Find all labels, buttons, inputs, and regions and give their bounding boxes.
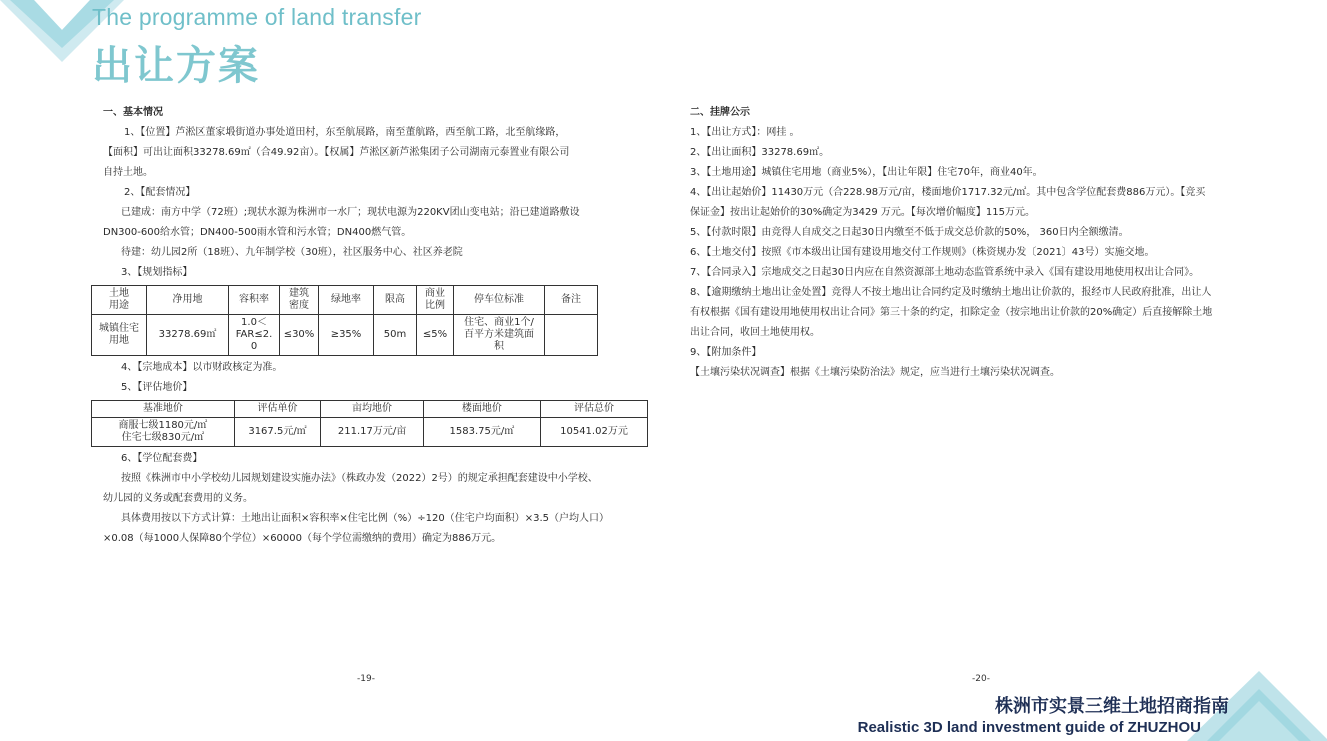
table-cell xyxy=(545,315,598,356)
cell-text: 基准地价 xyxy=(142,403,183,414)
paragraph-line: 出让合同，收回土地使用权。 xyxy=(690,327,820,338)
section-heading: 一、基本情况 xyxy=(103,107,163,118)
paragraph-line: 4、【出让起始价】11430万元（合228.98万元/亩，楼面地价1717.32元/㎡。其中包含学位配套费886万元）。【竞买 xyxy=(690,187,1206,198)
paragraph-line: 保证金】按出让起始价的30%确定为3429 万元。【每次增价幅度】115万元。 xyxy=(690,207,1035,218)
paragraph-line: 待建：幼儿园2所（18班）、九年制学校（30班），社区服务中心、社区养老院 xyxy=(121,247,463,258)
table-cell xyxy=(454,315,545,356)
table-header-cell xyxy=(374,286,417,315)
cell-text: 评估单价 xyxy=(257,403,298,414)
page-number-left: -19- xyxy=(357,674,375,684)
paragraph-line: 幼儿园的义务或配套费用的义务。 xyxy=(103,493,253,504)
cell-text: 3167.5元/㎡ xyxy=(248,426,307,437)
cell-text: 商业 比例 xyxy=(425,288,445,311)
table-header-cell xyxy=(92,401,235,418)
table-header-cell xyxy=(234,401,320,418)
paragraph-line: 具体费用按以下方式计算：土地出让面积×容积率×住宅比例（%）÷120（住宅户均面积）×3.5（户均人口） xyxy=(121,513,610,524)
planning-indicators-table xyxy=(91,285,598,356)
paragraph-line: 5、【付款时限】由竞得人自成交之日起30日内缴至不低于成交总价款的50%， 360日内全额缴清。 xyxy=(690,227,1129,238)
table-header-cell xyxy=(319,286,374,315)
table-header-cell xyxy=(147,286,229,315)
footer-title-english: Realistic 3D land investment guide of ZHUZHOU xyxy=(857,719,1201,736)
section-heading: 二、挂牌公示 xyxy=(690,107,750,118)
cell-text: 停车位标准 xyxy=(474,294,524,305)
table-cell xyxy=(280,315,319,356)
table-header-row xyxy=(92,286,598,315)
cell-text: ≤30% xyxy=(283,329,315,340)
cell-text: 绿地率 xyxy=(331,294,361,305)
table-header-cell xyxy=(321,401,424,418)
paragraph-line: DN300-600给水管；DN400-500雨水管和污水管；DN400燃气管。 xyxy=(103,227,412,238)
table-cell xyxy=(319,315,374,356)
paragraph-line: 按照《株洲市中小学校幼儿园规划建设实施办法》（株政办发（2022）2号）的规定承担配套建设中小学校、 xyxy=(121,473,598,484)
cell-text: 土地 用途 xyxy=(109,288,129,311)
cell-text: 限高 xyxy=(385,294,405,305)
paragraph-line: 已建成：南方中学（72班）;现状水源为株洲市一水厂；现状电源为220KV团山变电站；沿已建道路敷设 xyxy=(121,207,580,218)
table-cell xyxy=(147,315,229,356)
table-cell xyxy=(540,418,647,447)
paragraph-line: 【面积】可出让面积33278.69㎡（合49.92亩）。【权属】芦淞区新芦淞集团子公司湖南元泰置业有限公司 xyxy=(103,147,570,158)
paragraph-line: 1、【出让方式】：网挂 。 xyxy=(690,127,800,138)
table-cell xyxy=(229,315,280,356)
paragraph-line: 2、【配套情况】 xyxy=(124,187,196,198)
table-cell xyxy=(92,418,235,447)
paragraph-line: 9、【附加条件】 xyxy=(690,347,762,358)
table-cell xyxy=(374,315,417,356)
table-cell xyxy=(417,315,454,356)
paragraph-line: 【土壤污染状况调查】根据《土壤污染防治法》规定，应当进行土壤污染状况调查。 xyxy=(690,367,1060,378)
paragraph-line: 自持土地。 xyxy=(103,167,153,178)
table-cell xyxy=(423,418,540,447)
paragraph-line: 3、【土地用途】城镇住宅用地（商业5%），【出让年限】住宅70年，商业40年。 xyxy=(690,167,1043,178)
paragraph-line: 有权根据《国有建设用地使用权出让合同》第三十条的约定，扣除定金（按宗地出让价款的20%确定）后直接解除土地 xyxy=(690,307,1213,318)
cell-text: 城镇住宅 用地 xyxy=(99,323,139,346)
table-header-cell xyxy=(92,286,147,315)
cell-text: ≥35% xyxy=(330,329,362,340)
cell-text: 评估总价 xyxy=(573,403,614,414)
title-chinese: 出让方案 xyxy=(92,43,260,89)
table-header-cell xyxy=(540,401,647,418)
cell-text: 容积率 xyxy=(239,294,269,305)
paragraph-line: 5、【评估地价】 xyxy=(121,382,193,393)
title-english: The programme of land transfer xyxy=(92,4,422,30)
paragraph-line: 2、【出让面积】33278.69㎡。 xyxy=(690,147,830,158)
appraisal-price-table xyxy=(91,400,648,447)
table-header-cell xyxy=(454,286,545,315)
paragraph-line: 8、【逾期缴纳土地出让金处置】竞得人不按土地出让合同约定及时缴纳土地出让价款的，报经市人民政府批准，出让人 xyxy=(690,287,1212,298)
table-row xyxy=(92,418,648,447)
paragraph-line: 6、【土地交付】按照《市本级出让国有建设用地交付工作规则》（株资规办发〔2021〕43号）实施交地。 xyxy=(690,247,1155,258)
cell-text: 1.0＜ FAR≤2. 0 xyxy=(235,317,273,352)
cell-text: 10541.02万元 xyxy=(560,426,628,437)
cell-text: 亩均地价 xyxy=(352,403,393,414)
cell-text: 商服七级1180元/㎡ 住宅七级830元/㎡ xyxy=(118,420,208,443)
table-header-cell xyxy=(280,286,319,315)
footer-title-chinese: 株洲市实景三维土地招商指南 xyxy=(995,696,1229,717)
paragraph-line: 4、【宗地成本】以市财政核定为准。 xyxy=(121,362,283,373)
table-header-cell xyxy=(545,286,598,315)
table-cell xyxy=(321,418,424,447)
right-page xyxy=(690,103,1280,383)
table-cell xyxy=(234,418,320,447)
cell-text: 净用地 xyxy=(172,294,203,305)
table-header-cell xyxy=(229,286,280,315)
paragraph-line: ×0.08（每1000人保障80个学位）×60000（每个学位需缴纳的费用）确定为886万元。 xyxy=(103,533,502,544)
table-header-cell xyxy=(423,401,540,418)
cell-text: 211.17万元/亩 xyxy=(337,426,407,437)
table-row xyxy=(92,315,598,356)
paragraph-line: 7、【合同录入】宗地成交之日起30日内应在自然资源部土地动态监管系统中录入《国有建设用地使用权出让合同》。 xyxy=(690,267,1200,278)
cell-text: 50m xyxy=(383,329,407,340)
table-cell xyxy=(92,315,147,356)
cell-text: 1583.75元/㎡ xyxy=(449,426,515,437)
cell-text: ≤5% xyxy=(422,329,448,340)
cell-text: 楼面地价 xyxy=(461,403,502,414)
paragraph-line: 3、【规划指标】 xyxy=(121,267,193,278)
page-number-right: -20- xyxy=(972,674,990,684)
table-header-cell xyxy=(417,286,454,315)
cell-text: 33278.69㎡ xyxy=(158,329,217,340)
paragraph-line: 6、【学位配套费】 xyxy=(121,453,203,464)
cell-text: 备注 xyxy=(561,294,581,305)
cell-text: 住宅、商业1个/ 百平方米建筑面 积 xyxy=(464,317,534,352)
table-header-row xyxy=(92,401,648,418)
cell-text: 建筑 密度 xyxy=(289,288,309,311)
left-page xyxy=(99,103,648,549)
paragraph-line: 1、【位置】芦淞区董家塅街道办事处道田村，东至航展路，南至董航路，西至航工路，北至航缘路， xyxy=(124,127,566,138)
